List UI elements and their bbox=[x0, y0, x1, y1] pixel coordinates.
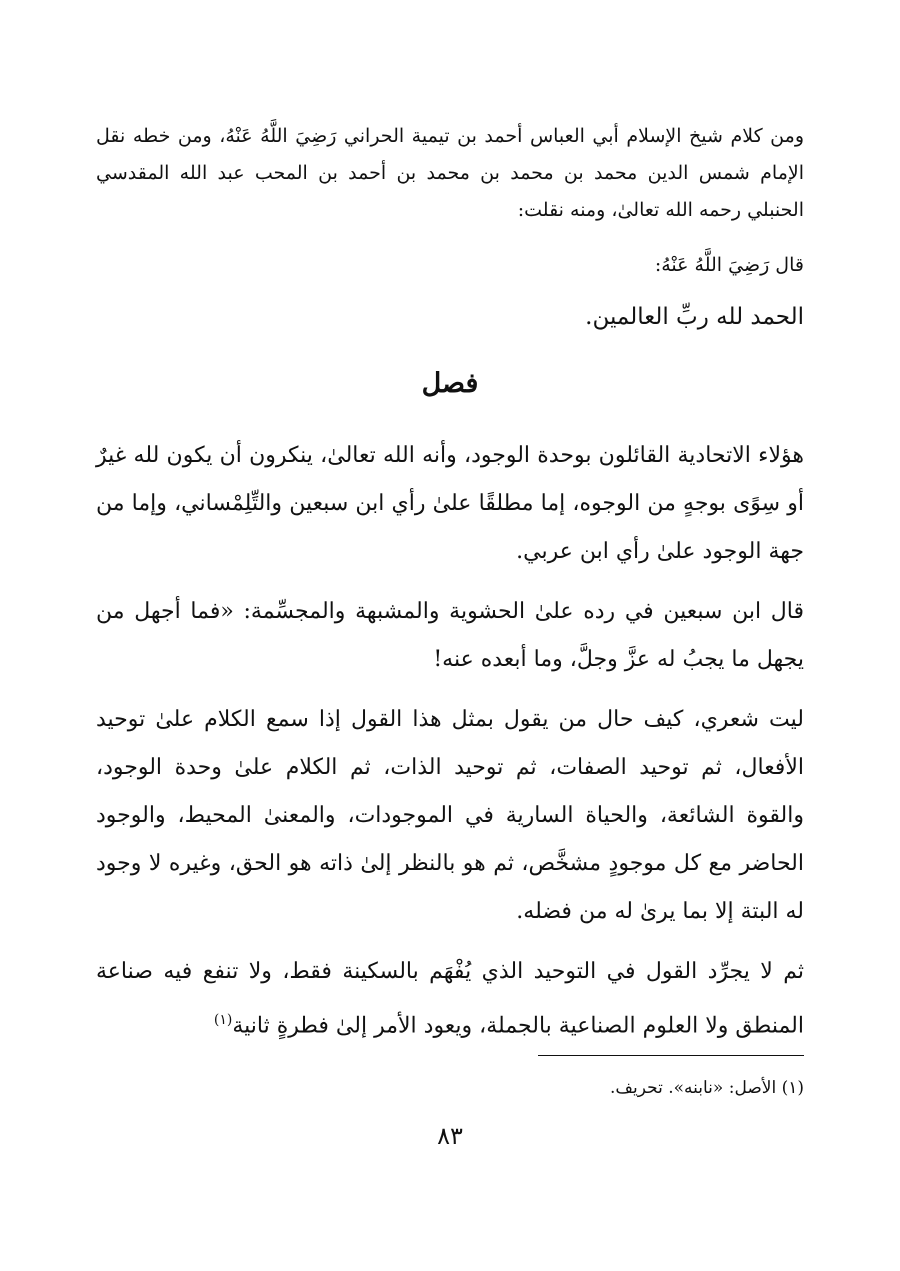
paragraph-2: قال ابن سبعين في رده علىٰ الحشوية والمشبهة والمجسِّمة: «فما أجهل من يجهل ما يجبُ له عزَّ وجلَّ، وما أبعده عنه! bbox=[96, 599, 804, 672]
page-number: ٨٣ bbox=[437, 1122, 463, 1150]
hamd-line: الحمد لله ربِّ العالمين. bbox=[585, 304, 804, 330]
footnote: (١) الأصل: «نابنه». تحريف. bbox=[610, 1078, 804, 1098]
paragraph-4 bbox=[96, 948, 804, 1050]
footnote-reference: (١) bbox=[213, 1012, 233, 1028]
paragraph-3: ليت شعري، كيف حال من يقول بمثل هذا القول إذا سمع الكلام علىٰ توحيد الأفعال، ثم توحيد الصفات، ثم توحيد الذات، ثم الكلام علىٰ وحدة الوجود، والقوة الشائعة، والحياة السارية في الموجودات، والمعنىٰ المحيط، والوجود الحاضر مع كل موجودٍ مشخَّص، ثم هو بالنظر إلىٰ ذاته هو الحق، وغيره لا وجود له البتة إلا بما يرىٰ له من فضله. bbox=[96, 707, 804, 924]
section-heading: فصل bbox=[421, 368, 479, 399]
intro-block bbox=[96, 118, 804, 229]
paragraph-1: هؤلاء الاتحادية القائلون بوحدة الوجود، وأنه الله تعالىٰ، ينكرون أن يكون لله غيرٌ أو سِوًى بوجهٍ من الوجوه، إما مطلقًا علىٰ رأي ابن سبعين والتِّلِمْساني، وإما من جهة الوجود علىٰ رأي ابن عربي. bbox=[96, 443, 804, 564]
qala-line: قال رَضِيَ اللَّهُ عَنْهُ: bbox=[654, 254, 804, 276]
footnote-divider bbox=[538, 1055, 804, 1056]
body-text bbox=[96, 432, 804, 1062]
paragraph-4-text: ثم لا يجرِّد القول في التوحيد الذي يُفْهَم بالسكينة فقط، ولا تنفع فيه صناعة المنطق ولا العلوم الصناعية بالجملة، ويعود الأمر إلىٰ فطرةٍ ثانية bbox=[96, 959, 804, 1039]
intro-paragraph: ومن كلام شيخ الإسلام أبي العباس أحمد بن تيمية الحراني رَضِيَ اللَّهُ عَنْهُ، ومن خطه نقل الإمام شمس الدين محمد بن محمد بن محمد بن أحمد بن المحب عبد الله المقدسي الحنبلي رحمه الله تعالىٰ، ومنه نقلت: bbox=[96, 125, 804, 221]
